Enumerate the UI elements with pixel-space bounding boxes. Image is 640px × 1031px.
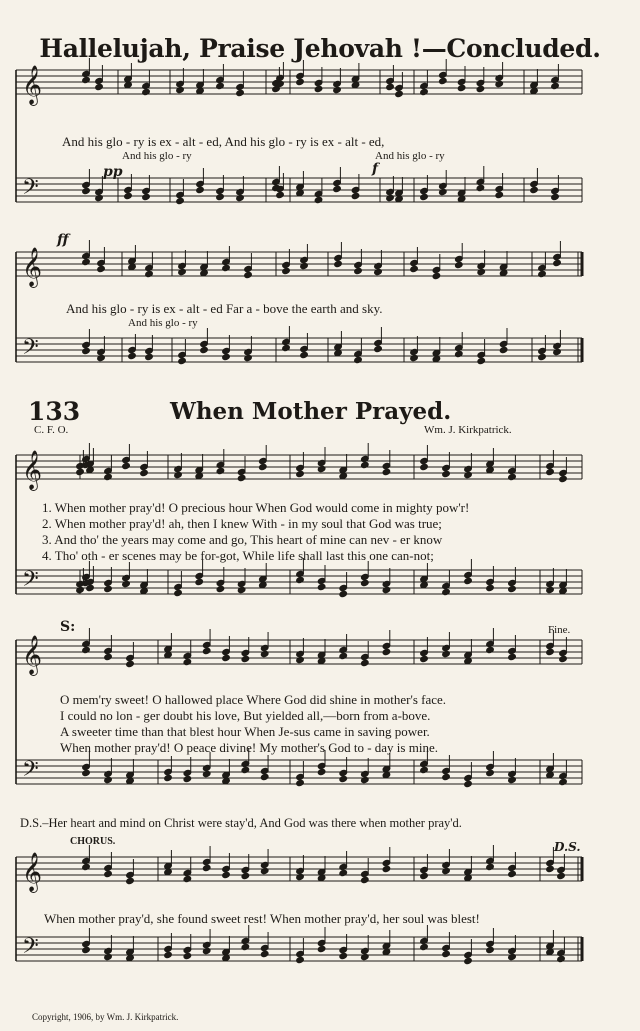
- note-head: [82, 946, 91, 953]
- note-head: [464, 780, 473, 787]
- note-head: [546, 468, 555, 475]
- note-head: [374, 345, 383, 352]
- note-head: [122, 462, 131, 469]
- note-head: [222, 353, 231, 360]
- note-head: [104, 776, 113, 783]
- note-head: [334, 260, 343, 267]
- note-head: [420, 766, 429, 773]
- note-head: [439, 77, 448, 84]
- note-head: [495, 80, 504, 87]
- note-head: [174, 471, 183, 478]
- note-head: [551, 82, 560, 89]
- note-head: [508, 653, 517, 660]
- lyric-line: And his glo - ry is ex - alt - ed, And his glo - ry is ex - alt - ed,: [62, 134, 385, 149]
- note-head: [361, 876, 370, 883]
- note-head: [145, 353, 154, 360]
- note-head: [386, 83, 395, 90]
- note-head: [97, 354, 106, 361]
- note-head: [464, 957, 473, 964]
- note-head: [176, 197, 185, 204]
- note-head: [82, 347, 91, 354]
- dynamic-f: f: [372, 161, 379, 177]
- note-head: [361, 776, 370, 783]
- note-head: [282, 267, 291, 274]
- note-head: [477, 268, 486, 275]
- note-head: [259, 463, 268, 470]
- note-head: [244, 354, 253, 361]
- note-head: [82, 258, 91, 265]
- note-head: [216, 193, 225, 200]
- note-head: [178, 268, 187, 275]
- note-head: [296, 873, 305, 880]
- note-head: [216, 585, 225, 592]
- note-head: [553, 348, 562, 355]
- note-head: [557, 955, 566, 962]
- note-head: [174, 589, 183, 596]
- note-head: [551, 193, 560, 200]
- note-head: [553, 259, 562, 266]
- note-head: [300, 262, 309, 269]
- note-head: [183, 952, 192, 959]
- echo-lyric: And his glo - ry: [122, 150, 192, 162]
- note-head: [195, 578, 204, 585]
- note-head: [202, 947, 211, 954]
- note-head: [495, 191, 504, 198]
- note-head: [300, 351, 309, 358]
- treble-clef-icon: 𝄞: [22, 65, 43, 105]
- note-head: [97, 265, 106, 272]
- note-head: [455, 350, 464, 357]
- note-head: [124, 192, 133, 199]
- note-head: [339, 869, 348, 876]
- bass-clef-icon: 𝄢: [22, 757, 39, 787]
- note-head: [354, 267, 363, 274]
- note-head: [464, 577, 473, 584]
- note-head: [439, 188, 448, 195]
- note-head: [241, 655, 250, 662]
- note-head: [508, 585, 517, 592]
- note-head: [260, 867, 269, 874]
- note-head: [361, 953, 370, 960]
- note-head: [122, 580, 131, 587]
- note-head: [464, 471, 473, 478]
- note-head: [559, 778, 568, 785]
- note-head: [237, 586, 246, 593]
- note-head: [82, 769, 91, 776]
- note-head: [314, 85, 323, 92]
- note-head: [314, 196, 323, 203]
- note-head: [486, 646, 495, 653]
- treble-clef-icon: 𝄞: [22, 635, 43, 675]
- note-head: [202, 770, 211, 777]
- note-head: [508, 953, 517, 960]
- note-head: [442, 773, 451, 780]
- hymn-number: 133: [28, 397, 81, 426]
- note-head: [455, 261, 464, 268]
- note-head: [82, 646, 91, 653]
- note-head: [339, 775, 348, 782]
- note-head: [260, 650, 269, 657]
- note-head: [164, 774, 173, 781]
- lyricist-credit: C. F. O.: [34, 424, 69, 436]
- ds-instruction: D.S.–Her heart and mind on Christ were stay'd, And God was there when mother pray'd.: [20, 816, 462, 830]
- note-head: [410, 354, 419, 361]
- verse-line: 1. When mother pray'd! O precious hour When God would come in mighty pow'r!: [42, 500, 470, 515]
- note-head: [296, 779, 305, 786]
- note-head: [202, 647, 211, 654]
- treble-clef-icon: 𝄞: [22, 247, 43, 287]
- verse-line: I could no lon - ger doubt his love, But yielded all,—born from a-bove.: [60, 708, 431, 723]
- fine-marker: Fine.: [548, 624, 571, 636]
- verse-line: When mother pray'd! O peace divine! My mother's God to - day is mine.: [60, 740, 438, 755]
- note-head: [82, 863, 91, 870]
- note-head: [486, 863, 495, 870]
- note-head: [241, 766, 250, 773]
- verse-line: 4. Tho' oth - er scenes may be for-got, While life shall last this one can-not;: [42, 548, 434, 563]
- echo-lyric: And his glo - ry: [375, 150, 445, 162]
- note-head: [104, 585, 113, 592]
- note-head: [559, 475, 568, 482]
- note-head: [559, 655, 568, 662]
- note-head: [296, 470, 305, 477]
- note-head: [95, 83, 104, 90]
- note-head: [546, 865, 555, 872]
- note-head: [420, 872, 429, 879]
- composer-credit: Wm. J. Kirkpatrick.: [424, 424, 512, 436]
- note-head: [361, 659, 370, 666]
- lyric-line: And his glo - ry is ex - alt - ed Far a - bove the earth and sky.: [66, 301, 383, 316]
- note-head: [442, 867, 451, 874]
- note-head: [508, 776, 517, 783]
- note-head: [374, 268, 383, 275]
- note-head: [178, 357, 187, 364]
- note-head: [222, 654, 231, 661]
- chorus-lyric: When mother pray'd, she found sweet rest! When mother pray'd, her soul was blest!: [44, 911, 480, 926]
- note-head: [260, 950, 269, 957]
- note-head: [317, 945, 326, 952]
- segno-sign: S:: [60, 619, 76, 635]
- note-head: [457, 84, 466, 91]
- note-head: [354, 356, 363, 363]
- note-head: [222, 871, 231, 878]
- treble-clef-icon: 𝄞: [22, 450, 43, 490]
- note-head: [499, 346, 508, 353]
- note-head: [538, 353, 547, 360]
- note-head: [420, 88, 429, 95]
- note-head: [546, 648, 555, 655]
- bass-clef-icon: 𝄢: [22, 934, 39, 964]
- note-head: [241, 943, 250, 950]
- page-title: Hallelujah, Praise Jehovah !—Concluded.: [39, 34, 601, 63]
- note-head: [216, 82, 225, 89]
- note-head: [339, 652, 348, 659]
- note-head: [395, 90, 404, 97]
- note-head: [333, 185, 342, 192]
- hymn-title: When Mother Prayed.: [170, 398, 452, 425]
- note-head: [244, 271, 253, 278]
- note-head: [432, 272, 441, 279]
- ds-label: D.S.: [554, 840, 581, 854]
- note-head: [442, 470, 451, 477]
- note-head: [200, 346, 209, 353]
- note-head: [276, 191, 285, 198]
- note-head: [420, 655, 429, 662]
- note-head: [176, 86, 185, 93]
- note-head: [260, 773, 269, 780]
- note-head: [140, 469, 149, 476]
- note-head: [382, 865, 391, 872]
- note-head: [538, 270, 547, 277]
- note-head: [477, 357, 486, 364]
- note-head: [382, 468, 391, 475]
- note-head: [317, 465, 326, 472]
- dynamic-ff: ff: [57, 232, 69, 248]
- echo-lyric: And his glo - ry: [128, 317, 198, 329]
- note-head: [486, 946, 495, 953]
- note-head: [95, 194, 104, 201]
- note-head: [296, 656, 305, 663]
- note-head: [486, 769, 495, 776]
- note-head: [82, 187, 91, 194]
- note-head: [420, 193, 429, 200]
- note-head: [296, 576, 305, 583]
- note-head: [333, 86, 342, 93]
- note-head: [216, 467, 225, 474]
- note-head: [410, 265, 419, 272]
- note-head: [196, 186, 205, 193]
- note-head: [557, 872, 566, 879]
- chorus-label: CHORUS.: [70, 836, 116, 847]
- treble-clef-icon: 𝄞: [22, 852, 43, 892]
- bass-clef-icon: 𝄢: [22, 335, 39, 365]
- note-head: [76, 586, 85, 593]
- note-head: [361, 461, 370, 468]
- note-head: [351, 192, 360, 199]
- bass-clef-icon: 𝄢: [22, 567, 39, 597]
- note-head: [382, 648, 391, 655]
- note-head: [104, 953, 113, 960]
- note-head: [282, 344, 291, 351]
- note-head: [145, 270, 154, 277]
- note-head: [476, 184, 485, 191]
- bass-clef-icon: 𝄢: [22, 175, 39, 205]
- note-head: [241, 872, 250, 879]
- note-head: [142, 88, 151, 95]
- note-head: [222, 264, 231, 271]
- note-head: [361, 579, 370, 586]
- note-head: [442, 650, 451, 657]
- note-head: [183, 658, 192, 665]
- note-head: [339, 590, 348, 597]
- note-head: [236, 194, 245, 201]
- verse-line: 3. And tho' the years may come and go, This heart of mine can nev - er know: [42, 532, 443, 547]
- note-head: [76, 468, 85, 475]
- note-head: [82, 76, 91, 83]
- note-head: [420, 463, 429, 470]
- note-head: [104, 870, 113, 877]
- note-head: [104, 473, 113, 480]
- note-head: [530, 186, 539, 193]
- note-head: [486, 584, 495, 591]
- note-head: [128, 352, 137, 359]
- note-head: [508, 473, 517, 480]
- dynamic-pp: pp: [103, 164, 123, 180]
- note-head: [202, 864, 211, 871]
- note-head: [236, 89, 245, 96]
- note-head: [476, 85, 485, 92]
- note-head: [546, 586, 555, 593]
- note-head: [142, 193, 151, 200]
- note-head: [126, 660, 135, 667]
- note-head: [442, 950, 451, 957]
- copyright-footer: Copyright, 1906, by Wm. J. Kirkpatrick.: [32, 1012, 179, 1022]
- note-head: [508, 870, 517, 877]
- verse-line: 2. When mother pray'd! ah, then I knew With - in my soul that God was true;: [42, 516, 442, 531]
- verse-line: O mem'ry sweet! O hallowed place Where God did shine in mother's face.: [60, 692, 447, 707]
- note-head: [420, 943, 429, 950]
- note-head: [317, 583, 326, 590]
- note-head: [183, 775, 192, 782]
- note-head: [104, 653, 113, 660]
- note-head: [386, 194, 395, 201]
- note-head: [237, 474, 246, 481]
- note-head: [339, 952, 348, 959]
- note-head: [296, 956, 305, 963]
- note-head: [442, 588, 451, 595]
- note-head: [126, 877, 135, 884]
- note-head: [296, 78, 305, 85]
- note-head: [382, 586, 391, 593]
- note-head: [164, 951, 173, 958]
- verse-line: A sweeter time than that blest hour When Je-sus came in saving power.: [60, 724, 430, 739]
- note-head: [317, 768, 326, 775]
- note-head: [183, 875, 192, 882]
